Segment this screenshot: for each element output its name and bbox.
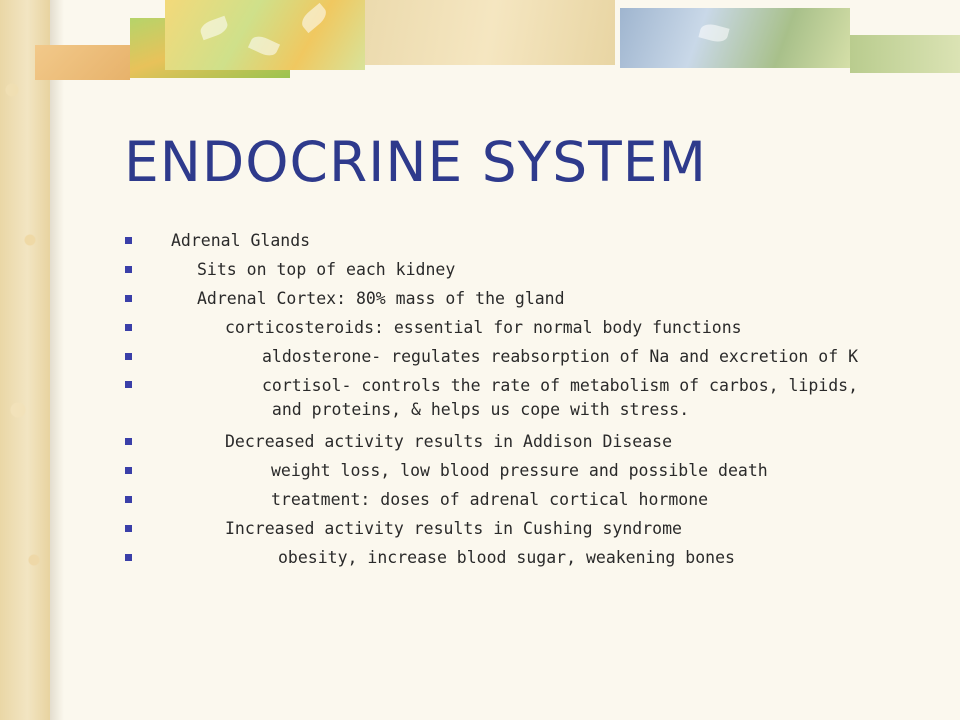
banner-tile (620, 8, 850, 68)
list-item (125, 427, 925, 456)
bullet-text: cortisol- controls the rate of metabolism of carbos, lipids, and proteins, & helps us cope with stress. (262, 376, 859, 419)
banner-tile (165, 0, 365, 70)
square-bullet-icon (125, 381, 132, 388)
square-bullet-icon (125, 324, 132, 331)
list-item (125, 485, 925, 514)
list-item (125, 226, 925, 255)
bullet-text: Sits on top of each kidney (197, 260, 456, 279)
list-item (125, 313, 925, 342)
list-item (125, 514, 925, 543)
square-bullet-icon (125, 554, 132, 561)
list-item (125, 284, 925, 313)
square-bullet-icon (125, 525, 132, 532)
banner-tile (365, 0, 615, 65)
bullet-text: weight loss, low blood pressure and possible death (271, 461, 768, 480)
bullet-text: treatment: doses of adrenal cortical hormone (271, 490, 709, 509)
square-bullet-icon (125, 496, 132, 503)
list-item (125, 371, 925, 427)
banner-tile (850, 35, 960, 73)
bullet-text: Increased activity results in Cushing syndrome (225, 519, 682, 538)
bullet-text: aldosterone- regulates reabsorption of Na and excretion of K (262, 347, 859, 366)
slide-title: ENDOCRINE SYSTEM (124, 130, 707, 194)
list-item (125, 255, 925, 284)
square-bullet-icon (125, 353, 132, 360)
square-bullet-icon (125, 438, 132, 445)
decorative-left-shadow (50, 0, 64, 720)
bullet-text: Decreased activity results in Addison Disease (225, 432, 673, 451)
bullet-text: Adrenal Cortex: 80% mass of the gland (197, 289, 565, 308)
banner-tile (35, 45, 130, 80)
bullet-text: obesity, increase blood sugar, weakening bones (278, 548, 735, 567)
decorative-top-banner (0, 0, 960, 80)
bullet-text: Adrenal Glands (171, 231, 311, 250)
list-item (125, 543, 925, 572)
square-bullet-icon (125, 266, 132, 273)
bullet-text: corticosteroids: essential for normal body functions (225, 318, 742, 337)
square-bullet-icon (125, 237, 132, 244)
square-bullet-icon (125, 467, 132, 474)
list-item (125, 456, 925, 485)
bullet-list (125, 226, 925, 572)
list-item (125, 342, 925, 371)
decorative-left-strip (0, 0, 50, 720)
square-bullet-icon (125, 295, 132, 302)
